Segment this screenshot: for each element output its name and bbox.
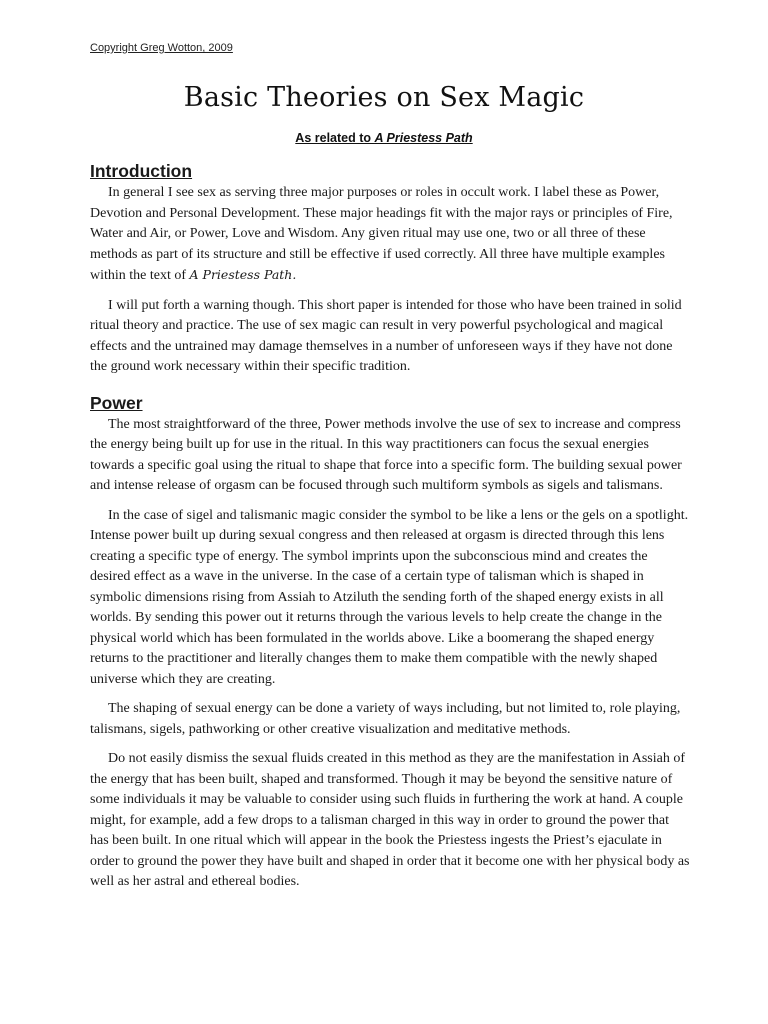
paragraph: Do not easily dismiss the sexual fluids created in this method as they are the manifestation in Assiah of the energy that has been built, shaped and transformed. Though it may be beyond the sensitive nature of some individuals it may be valuable to consider using such fluids in furthering the work at hand. A couple might, for example, add a few drops to a talisman charged in this way in order to ground the power that has been built. In one ritual which will appear in the book the Priestess ingests the Priest’s ejaculate in order to ground the power they have built and shaped in order that it become one with her physical body as well as her astral and ethereal bodies. — [90, 751, 690, 889]
section-heading: Power — [90, 392, 143, 413]
paragraph: I will put forth a warning though. This short paper is intended for those who have been trained in solid ritual theory and practice. The use of sex magic can result in very powerful psychological and magical effects and the untrained may damage themselves in a number of unforeseen ways if they have not done the ground work necessary within their specific tradition. — [90, 297, 682, 374]
subtitle-book-title: A Priestess Path — [374, 131, 473, 145]
document-title: Basic Theories on Sex Magic — [183, 82, 585, 113]
section-heading: Introduction — [90, 161, 193, 181]
section-introduction — [90, 160, 690, 378]
document-subtitle — [0, 131, 768, 145]
paragraph-italic-text: A Priestess Path. — [189, 267, 297, 282]
paragraph-text: In general I see sex as serving three major purposes or roles in occult work. I label these as Power, Devotion and Personal Development. These major headings fit with the major rays or principles of Fire, Water and Air, or Power, Love and Wisdom. Any given ritual may use one, two or all three of these methods as part of its structure and still be effective if used correctly. All three have multiple examples within the text of — [90, 185, 673, 283]
paragraph — [90, 183, 690, 287]
subtitle-prefix: As related to — [295, 131, 375, 145]
paragraph: The shaping of sexual energy can be done a variety of ways including, but not limited to, role playing, talismans, sigels, pathworking or other creative visualization and meditative methods. — [90, 701, 681, 737]
section-power — [90, 392, 690, 893]
paragraph: The most straightforward of the three, Power methods involve the use of sex to increase and compress the energy being built up for use in the ritual. In this way practitioners can focus the sexual energies towards a specific goal using the ritual to shape that force into a specific form. The building sexual power and intense release of orgasm can be focused through such multiform symbols as sigels and talismans. — [90, 416, 682, 493]
copyright-notice: Copyright Greg Wotton, 2009 — [90, 42, 233, 54]
paragraph: In the case of sigel and talismanic magic consider the symbol to be like a lens or the gels on a spotlight. Intense power built up during sexual congress and then released at orgasm is directed through this lens creating a specific type of energy. The symbol imprints upon the subconscious mind and creates the desired effect as a wave in the universe. In the case of a certain type of talisman which is shaped in symbolic dimensions rising from Assiah to Atziluth the sending forth of the shaped energy exists in all worlds. By sending this power out it returns through the various levels to help create the change in the physical world which has been formulated in the worlds above. Like a boomerang the shaped energy returns to the practitioner and literally changes them to make them compatible with the newly shaped universe which they are creating. — [90, 507, 689, 687]
document-body — [90, 160, 690, 907]
